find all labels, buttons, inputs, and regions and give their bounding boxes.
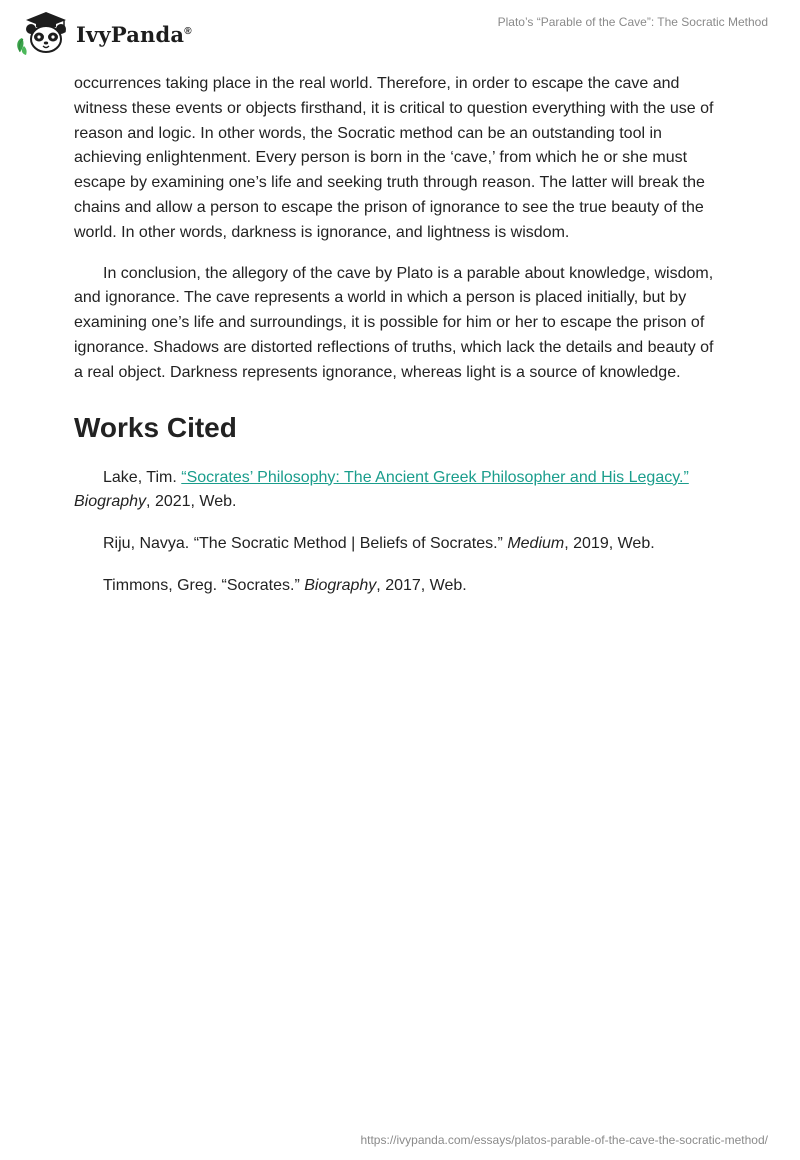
citation-entry: [74, 574, 726, 599]
citation-title: “The Socratic Method | Beliefs of Socrates.”: [193, 535, 503, 553]
citation-details: , 2021, Web.: [146, 493, 237, 511]
citation-author: Riju, Navya.: [103, 535, 190, 553]
logo-text: IvyPanda: [76, 21, 185, 47]
citation-title: “Socrates.”: [221, 576, 300, 594]
works-cited-heading: Works Cited: [74, 411, 237, 443]
conclusion-paragraph: In conclusion, the allegory of the cave by Plato is a parable about knowledge, wisdom, and ignorance. The cave represents a world in which a person is placed initially, but by examining one’s life and surroundings, it is possible for him or her to escape the prison of ignorance. Shadows are distorted reflections of truths, which lack the details and beauty of a real object. Darkness represents ignorance, whereas light is a source of knowledge.: [74, 264, 714, 381]
panda-graduate-icon: [14, 8, 74, 56]
citation-entry: [74, 466, 726, 516]
citation-publication: Biography: [74, 493, 147, 511]
citation-author: Timmons, Greg.: [103, 576, 218, 594]
logo-registered-mark: ®: [184, 25, 192, 37]
citation-entry: [74, 532, 726, 557]
citation-publication: Biography: [304, 576, 377, 594]
citation-details: , 2019, Web.: [564, 535, 655, 553]
logo-wordmark: [76, 22, 192, 47]
citation-details: , 2017, Web.: [376, 576, 467, 594]
ivypanda-logo[interactable]: [14, 8, 192, 56]
source-url[interactable]: https://ivypanda.com/essays/platos-parable-of-the-cave-the-socratic-method/: [360, 1133, 768, 1147]
page-header: [0, 0, 800, 70]
running-title: Plato’s “Parable of the Cave”: The Socratic Method: [497, 15, 768, 29]
citation-publication: Medium: [507, 535, 565, 553]
citation-link[interactable]: “Socrates’ Philosophy: The Ancient Greek Philosopher and His Legacy.”: [181, 468, 689, 486]
citation-author: Lake, Tim.: [103, 468, 177, 486]
essay-content: [74, 72, 726, 616]
body-paragraph: occurrences taking place in the real world. Therefore, in order to escape the cave and witness these events or objects firsthand, it is critical to question everything with the use of reason and logic. In other words, the Socratic method can be an outstanding tool in achieving enlightenment. Every person is born in the ‘cave,’ from which he or she must escape by examining one’s life and seeking truth through reason. The latter will break the chains and allow a person to escape the prison of ignorance to see the true beauty of the world. In other words, darkness is ignorance, and lightness is wisdom.: [74, 75, 714, 241]
